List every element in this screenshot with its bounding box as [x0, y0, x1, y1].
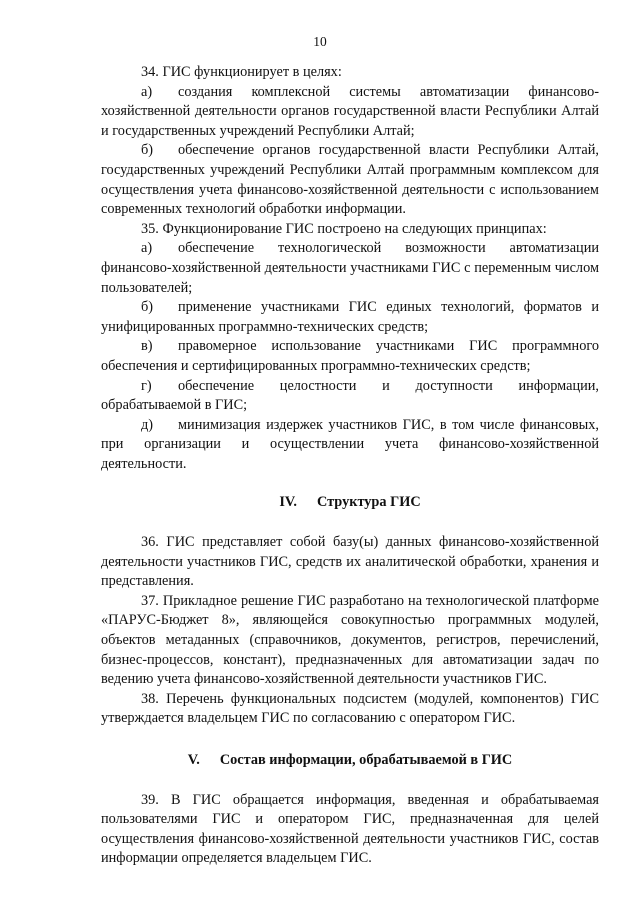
list-item-text: применение участниками ГИС единых технологий, форматов и унифицированных программно-технических средств; — [101, 299, 599, 335]
paragraph-34: 34. ГИС функционирует в целях: — [141, 64, 342, 80]
paragraph-35: 35. Функционирование ГИС построено на следующих принципах: — [141, 220, 547, 237]
list-item-marker: а) — [141, 240, 153, 257]
list-item — [101, 83, 599, 142]
section-number: V. — [187, 752, 200, 768]
list-item — [101, 239, 599, 298]
section-title: Состав информации, обрабатываемой в ГИС — [219, 752, 513, 768]
list-item — [101, 337, 599, 376]
list-item — [101, 298, 599, 337]
paragraph-36: 36. ГИС представляет собой базу(ы) данных финансово-хозяйственной деятельности участников ГИС, средств их аналитической обработки, хранения и представления. — [101, 534, 599, 590]
section-title: Структура ГИС — [316, 494, 421, 511]
list-item-text: обеспечение органов государственной власти Республики Алтай, государственных учреждений Республики Алтай программным комплексом для осуществления учета финансово-хозяйственной деятельности с использованием современных технологий обработки информации. — [101, 142, 599, 218]
section-number: IV. — [279, 494, 297, 511]
list-item-marker: г) — [141, 377, 152, 394]
list-item-marker: б) — [141, 299, 154, 316]
paragraph-37: 37. Прикладное решение ГИС разработано на технологической платформе «ПАРУС-Бюджет 8», являющейся совокупностью программных модулей, объектов метаданных (справочников, документов, регистров, перечислений, бизнес-процессов, констант), предназначенных для автоматизации задач по ведению учета финансово-хозяйственной деятельности участников ГИС. — [101, 592, 599, 688]
paragraph-39: 39. В ГИС обращается информация, введенная и обрабатываемая пользователями ГИС и оператором ГИС, предназначенная для целей осуществления финансово-хозяйственной деятельности участников ГИС, состав информации определяется владельцем ГИС. — [101, 791, 599, 867]
paragraph-38: 38. Перечень функциональных подсистем (модулей, компонентов) ГИС утверждается владельцем ГИС по согласованию с оператором ГИС. — [101, 690, 599, 727]
list-item — [101, 141, 599, 219]
list-item-marker: а) — [141, 83, 153, 100]
list-item — [101, 377, 599, 416]
list-item — [101, 416, 599, 475]
list-item-text: правомерное использование участниками ГИС программного обеспечения и сертифицированных программно-технических средств; — [101, 338, 599, 374]
paragraph-35-list — [101, 239, 599, 474]
paragraph-34-list — [101, 83, 599, 220]
page-number: 10 — [313, 34, 327, 49]
list-item-text: создания комплексной системы автоматизации финансово-хозяйственной деятельности органов государственной власти Республики Алтай и государственных учреждений Республики Алтай; — [101, 83, 599, 139]
list-item-text: минимизация издержек участников ГИС, в том числе финансовых, при организации и осуществлении учета финансово-хозяйственной деятельности. — [101, 416, 599, 472]
list-item-text: обеспечение технологической возможности автоматизации финансово-хозяйственной деятельности участниками ГИС с переменным числом пользователей; — [101, 240, 599, 296]
section-heading-v — [101, 751, 599, 771]
list-item-marker: д) — [141, 416, 154, 433]
section-heading-iv — [101, 493, 599, 513]
document-body — [101, 63, 599, 869]
list-item-marker: б) — [141, 142, 154, 159]
list-item-text: обеспечение целостности и доступности информации, обрабатываемой в ГИС; — [101, 377, 599, 414]
list-item-marker: в) — [141, 338, 153, 355]
